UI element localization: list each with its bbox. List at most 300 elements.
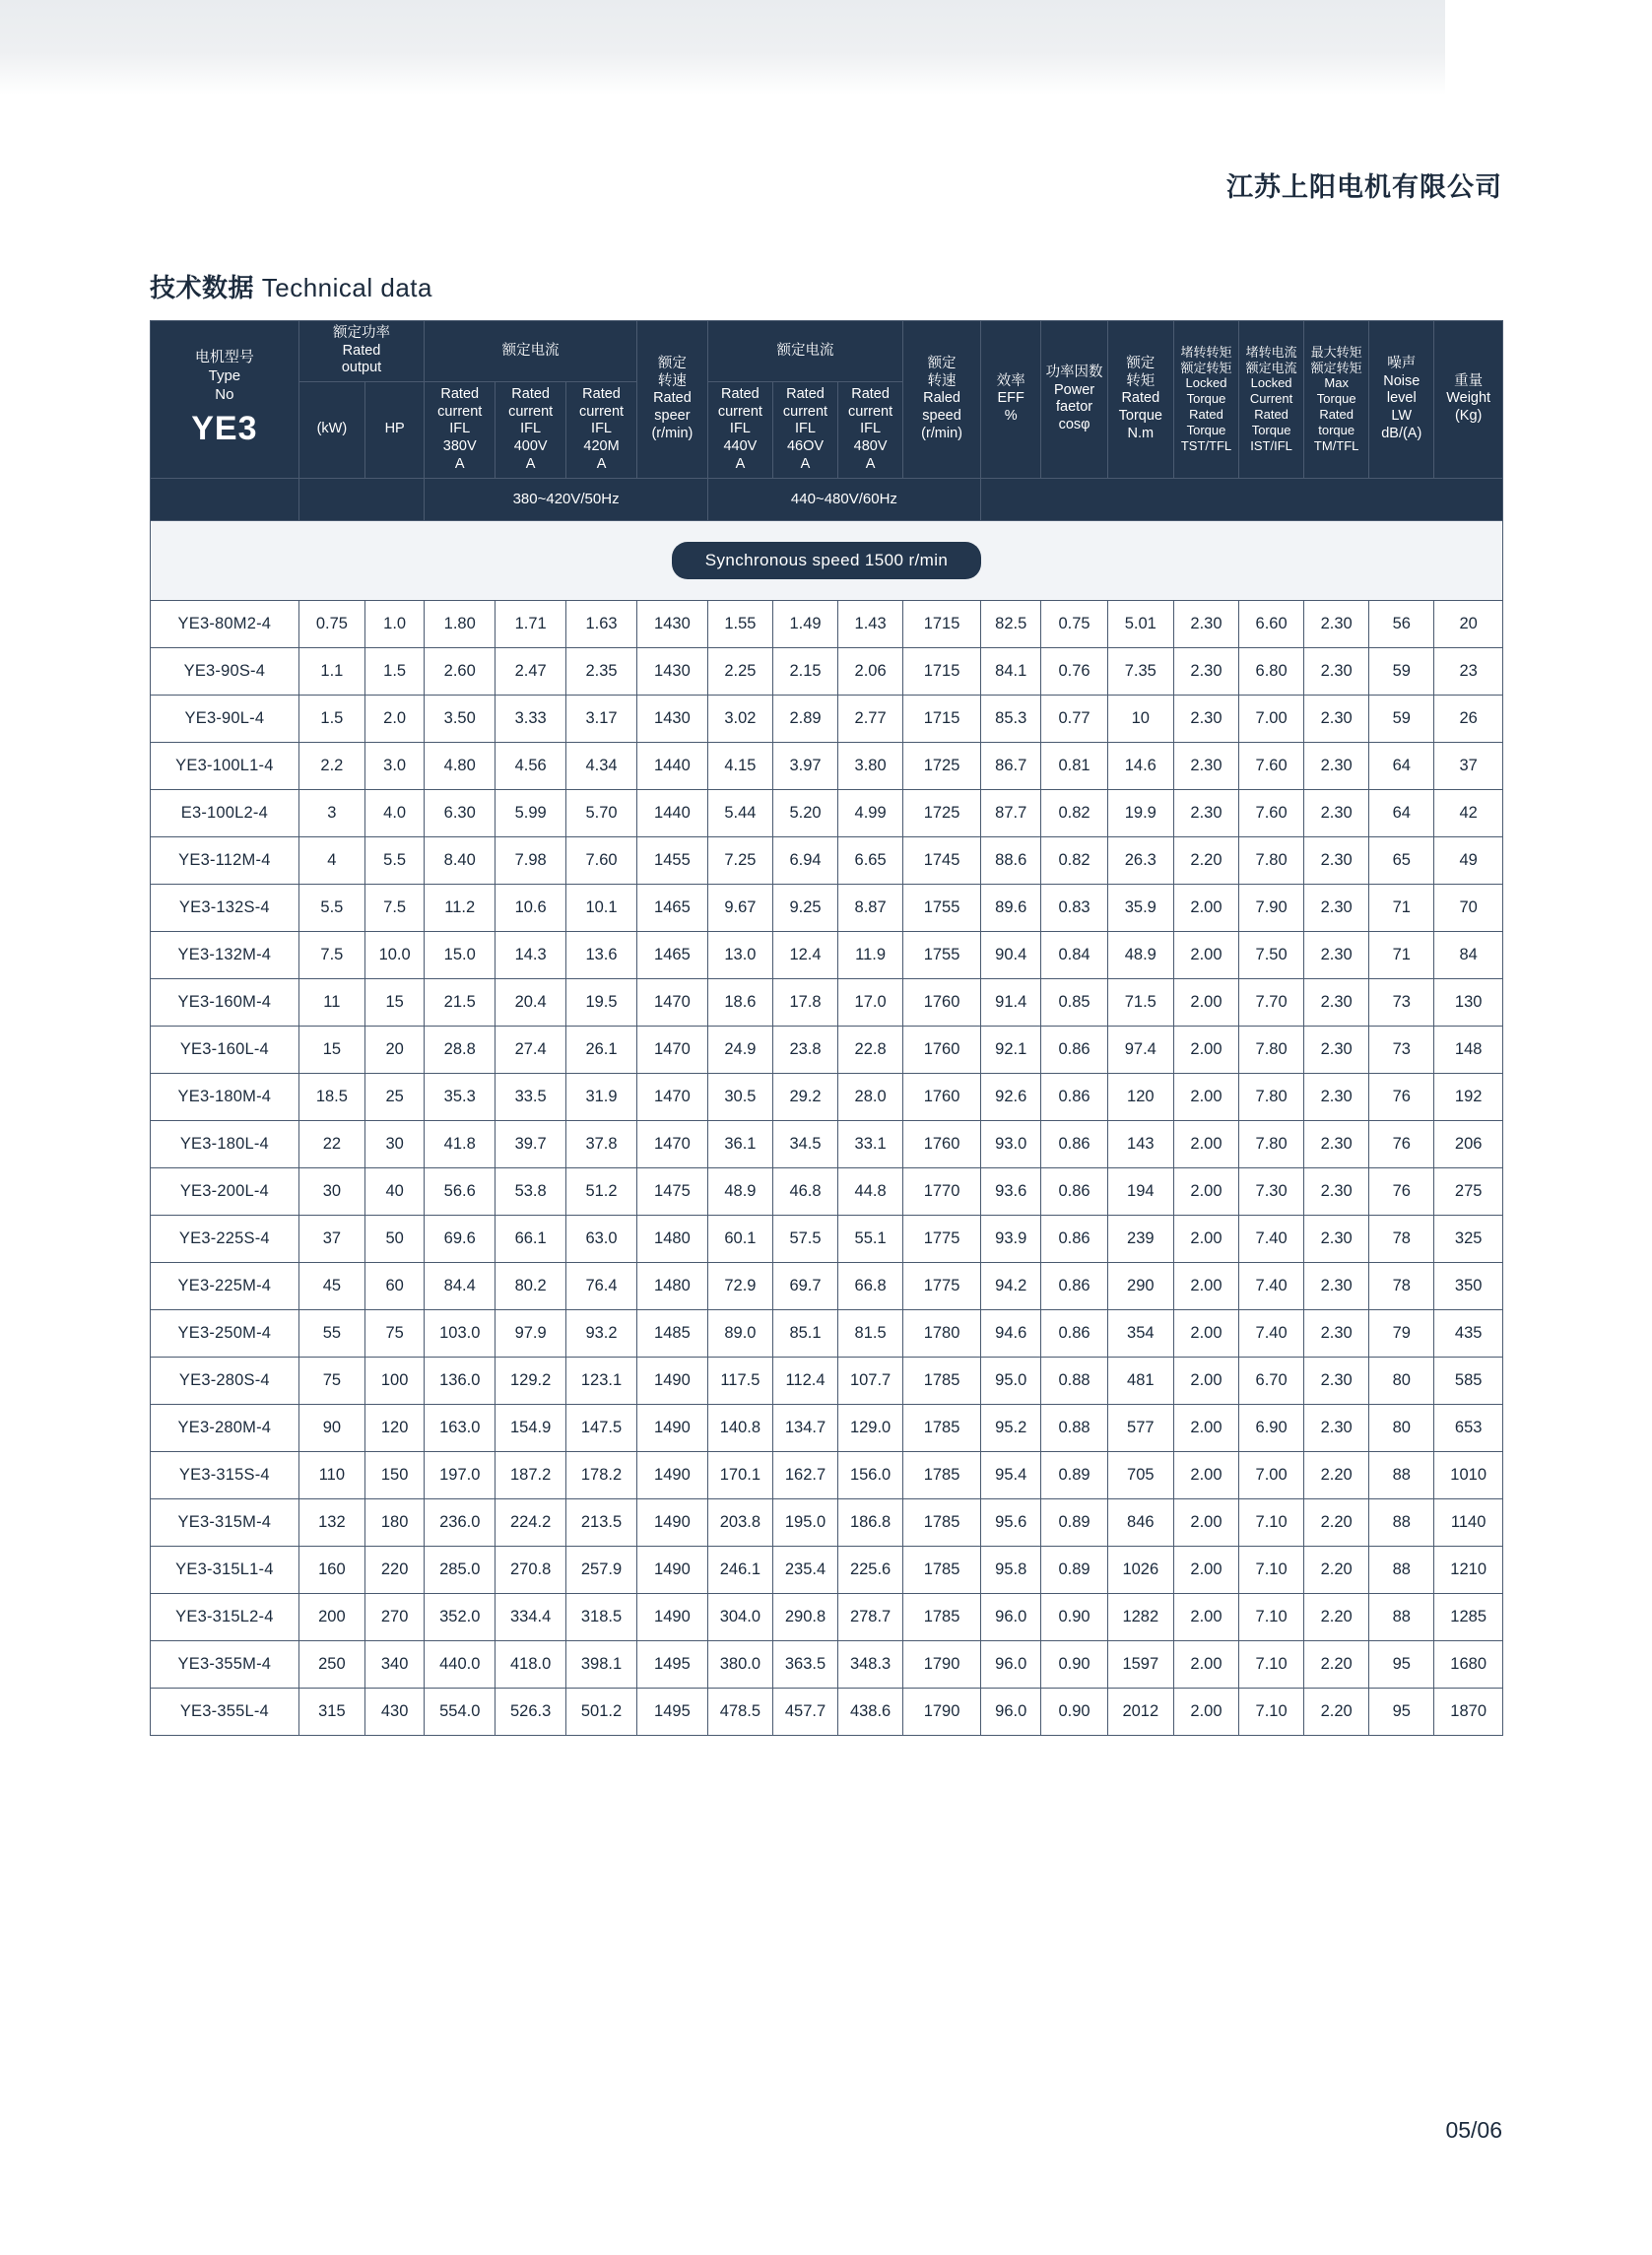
motor-type-cell: YE3-112M-4 bbox=[151, 836, 299, 884]
data-cell: 0.75 bbox=[1041, 600, 1107, 647]
header-eff-l2: EFF bbox=[997, 390, 1024, 407]
data-cell: 4.56 bbox=[496, 742, 566, 789]
data-cell: 76 bbox=[1369, 1120, 1434, 1167]
data-cell: 92.6 bbox=[980, 1073, 1040, 1120]
data-cell: 478.5 bbox=[707, 1688, 772, 1735]
header-c440-l1: Rated bbox=[721, 386, 760, 403]
data-cell: 96.0 bbox=[980, 1688, 1040, 1735]
data-cell: 120 bbox=[1107, 1073, 1173, 1120]
data-cell: 13.0 bbox=[707, 931, 772, 978]
data-cell: 653 bbox=[1434, 1404, 1503, 1451]
table-row bbox=[151, 1215, 1503, 1262]
data-cell: 129.2 bbox=[496, 1357, 566, 1404]
data-cell: 577 bbox=[1107, 1404, 1173, 1451]
data-cell: 5.20 bbox=[772, 789, 837, 836]
data-cell: 45 bbox=[298, 1262, 364, 1309]
data-cell: 57.5 bbox=[772, 1215, 837, 1262]
spec-table-body bbox=[151, 600, 1503, 1735]
motor-type-cell: YE3-160L-4 bbox=[151, 1026, 299, 1073]
header-speed1-l1: 额定 bbox=[657, 356, 687, 372]
data-cell: 2.30 bbox=[1304, 931, 1369, 978]
header-c400-l5: A bbox=[525, 455, 536, 472]
data-cell: 0.89 bbox=[1041, 1451, 1107, 1498]
data-cell: 15 bbox=[298, 1026, 364, 1073]
data-cell: 1490 bbox=[636, 1593, 707, 1640]
data-cell: 2.30 bbox=[1304, 836, 1369, 884]
page-title bbox=[150, 268, 432, 304]
data-cell: 5.01 bbox=[1107, 600, 1173, 647]
voltage-60hz-cell: 440~480V/60Hz bbox=[707, 478, 980, 520]
data-cell: 3.97 bbox=[772, 742, 837, 789]
data-cell: 1790 bbox=[903, 1688, 981, 1735]
data-cell: 14.6 bbox=[1107, 742, 1173, 789]
data-cell: 90.4 bbox=[980, 931, 1040, 978]
header-torque-l4: Torque bbox=[1118, 408, 1162, 425]
header-c440-l3: IFL bbox=[729, 421, 751, 437]
data-cell: 117.5 bbox=[707, 1357, 772, 1404]
data-cell: 41.8 bbox=[425, 1120, 496, 1167]
data-cell: 2.15 bbox=[772, 647, 837, 695]
data-cell: 1490 bbox=[636, 1451, 707, 1498]
data-cell: 2.30 bbox=[1173, 647, 1238, 695]
header-noise-l3: level bbox=[1386, 390, 1417, 407]
data-cell: 147.5 bbox=[566, 1404, 637, 1451]
data-cell: 66.8 bbox=[838, 1262, 903, 1309]
data-cell: 162.7 bbox=[772, 1451, 837, 1498]
data-cell: 150 bbox=[365, 1451, 425, 1498]
header-c480-l3: IFL bbox=[860, 421, 882, 437]
header-current-440v bbox=[707, 382, 772, 478]
data-cell: 44.8 bbox=[838, 1167, 903, 1215]
data-cell: 1430 bbox=[636, 647, 707, 695]
data-cell: 88 bbox=[1369, 1451, 1434, 1498]
data-cell: 2.25 bbox=[707, 647, 772, 695]
data-cell: 95.6 bbox=[980, 1498, 1040, 1546]
data-cell: 340 bbox=[365, 1640, 425, 1688]
data-cell: 3.0 bbox=[365, 742, 425, 789]
header-rated-current-group-50hz bbox=[425, 321, 637, 382]
data-cell: 1760 bbox=[903, 1073, 981, 1120]
header-rated-current-group-60hz bbox=[707, 321, 902, 382]
data-cell: 15.0 bbox=[425, 931, 496, 978]
data-cell: 6.90 bbox=[1239, 1404, 1304, 1451]
table-row bbox=[151, 1593, 1503, 1640]
data-cell: 96.0 bbox=[980, 1640, 1040, 1688]
data-cell: 275 bbox=[1434, 1167, 1503, 1215]
header-mt-l6: torque bbox=[1318, 423, 1355, 438]
data-cell: 60.1 bbox=[707, 1215, 772, 1262]
data-cell: 75 bbox=[298, 1357, 364, 1404]
table-row bbox=[151, 789, 1503, 836]
data-cell: 93.2 bbox=[566, 1309, 637, 1357]
header-c400-l4: 400V bbox=[513, 438, 548, 455]
motor-type-cell: YE3-225M-4 bbox=[151, 1262, 299, 1309]
data-cell: 1465 bbox=[636, 931, 707, 978]
data-cell: 1775 bbox=[903, 1215, 981, 1262]
data-cell: 156.0 bbox=[838, 1451, 903, 1498]
header-weight bbox=[1434, 321, 1503, 479]
data-cell: 71 bbox=[1369, 884, 1434, 931]
header-brand-ye3: YE3 bbox=[191, 409, 258, 447]
data-cell: 70 bbox=[1434, 884, 1503, 931]
header-locked-current bbox=[1239, 321, 1304, 479]
header-current-460v bbox=[772, 382, 837, 478]
data-cell: 34.5 bbox=[772, 1120, 837, 1167]
data-cell: 78 bbox=[1369, 1262, 1434, 1309]
data-cell: 194 bbox=[1107, 1167, 1173, 1215]
table-row bbox=[151, 1120, 1503, 1167]
data-cell: 1430 bbox=[636, 695, 707, 742]
header-kw-label: (kW) bbox=[316, 421, 348, 437]
data-cell: 2.00 bbox=[1173, 1120, 1238, 1167]
data-cell: 1755 bbox=[903, 931, 981, 978]
data-cell: 7.60 bbox=[1239, 789, 1304, 836]
data-cell: 2.00 bbox=[1173, 1593, 1238, 1640]
data-cell: 100 bbox=[365, 1357, 425, 1404]
data-cell: 25 bbox=[365, 1073, 425, 1120]
header-speed1-l3: Rated bbox=[653, 390, 692, 407]
header-type-en1: Type bbox=[208, 367, 241, 385]
data-cell: 84.1 bbox=[980, 647, 1040, 695]
header-torque-l2: 转矩 bbox=[1126, 372, 1156, 389]
data-cell: 2.20 bbox=[1304, 1498, 1369, 1546]
data-cell: 154.9 bbox=[496, 1404, 566, 1451]
data-cell: 1597 bbox=[1107, 1640, 1173, 1688]
data-cell: 2.06 bbox=[838, 647, 903, 695]
data-cell: 3.02 bbox=[707, 695, 772, 742]
data-cell: 1490 bbox=[636, 1498, 707, 1546]
table-row bbox=[151, 742, 1503, 789]
data-cell: 53.8 bbox=[496, 1167, 566, 1215]
data-cell: 0.86 bbox=[1041, 1309, 1107, 1357]
table-row bbox=[151, 600, 1503, 647]
table-row bbox=[151, 1357, 1503, 1404]
header-c420-l5: A bbox=[596, 455, 607, 472]
data-cell: 2.00 bbox=[1173, 1404, 1238, 1451]
data-cell: 7.30 bbox=[1239, 1167, 1304, 1215]
data-cell: 30 bbox=[298, 1167, 364, 1215]
data-cell: 97.9 bbox=[496, 1309, 566, 1357]
data-cell: 55 bbox=[298, 1309, 364, 1357]
data-cell: 0.89 bbox=[1041, 1498, 1107, 1546]
data-cell: 136.0 bbox=[425, 1357, 496, 1404]
header-pf-l4: cosφ bbox=[1058, 416, 1090, 432]
header-rated-output-en1: Rated bbox=[342, 342, 381, 359]
data-cell: 290 bbox=[1107, 1262, 1173, 1309]
data-cell: 1026 bbox=[1107, 1546, 1173, 1593]
data-cell: 2.77 bbox=[838, 695, 903, 742]
spec-table-wrapper bbox=[150, 320, 1503, 1736]
data-cell: 7.98 bbox=[496, 836, 566, 884]
data-cell: 2.30 bbox=[1304, 1073, 1369, 1120]
data-cell: 8.40 bbox=[425, 836, 496, 884]
header-speed2-l3: Raled bbox=[923, 390, 960, 407]
data-cell: 1470 bbox=[636, 978, 707, 1026]
data-cell: 1785 bbox=[903, 1593, 981, 1640]
data-cell: 20 bbox=[1434, 600, 1503, 647]
header-mt-l4: Torque bbox=[1316, 391, 1356, 407]
header-noise-l5: dB/(A) bbox=[1381, 425, 1422, 441]
data-cell: 430 bbox=[365, 1688, 425, 1735]
data-cell: 2.30 bbox=[1173, 742, 1238, 789]
data-cell: 1.63 bbox=[566, 600, 637, 647]
motor-type-cell: E3-100L2-4 bbox=[151, 789, 299, 836]
data-cell: 27.4 bbox=[496, 1026, 566, 1073]
data-cell: 1.55 bbox=[707, 600, 772, 647]
data-cell: 11.9 bbox=[838, 931, 903, 978]
data-cell: 20 bbox=[365, 1026, 425, 1073]
data-cell: 170.1 bbox=[707, 1451, 772, 1498]
data-cell: 2.00 bbox=[1173, 1546, 1238, 1593]
header-speed2-l4: speed bbox=[922, 408, 961, 425]
data-cell: 1.5 bbox=[365, 647, 425, 695]
header-c480-l1: Rated bbox=[851, 386, 890, 403]
data-cell: 1725 bbox=[903, 789, 981, 836]
header-type-cell bbox=[151, 321, 299, 479]
data-cell: 2.00 bbox=[1173, 1215, 1238, 1262]
data-cell: 95.8 bbox=[980, 1546, 1040, 1593]
header-noise-l1: 噪声 bbox=[1387, 356, 1417, 372]
data-cell: 93.9 bbox=[980, 1215, 1040, 1262]
data-cell: 285.0 bbox=[425, 1546, 496, 1593]
header-c400-l1: Rated bbox=[511, 386, 550, 403]
data-cell: 2.30 bbox=[1304, 978, 1369, 1026]
data-cell: 93.0 bbox=[980, 1120, 1040, 1167]
data-cell: 1725 bbox=[903, 742, 981, 789]
data-cell: 5.99 bbox=[496, 789, 566, 836]
header-max-torque bbox=[1304, 321, 1369, 479]
header-c380-l5: A bbox=[454, 455, 465, 472]
header-mt-l3: Max bbox=[1324, 375, 1349, 391]
data-cell: 1440 bbox=[636, 789, 707, 836]
data-cell: 325 bbox=[1434, 1215, 1503, 1262]
data-cell: 526.3 bbox=[496, 1688, 566, 1735]
data-cell: 75 bbox=[365, 1309, 425, 1357]
data-cell: 7.00 bbox=[1239, 695, 1304, 742]
data-cell: 17.8 bbox=[772, 978, 837, 1026]
data-cell: 95.4 bbox=[980, 1451, 1040, 1498]
sync-speed-band-cell bbox=[151, 520, 1503, 600]
data-cell: 73 bbox=[1369, 978, 1434, 1026]
data-cell: 76 bbox=[1369, 1073, 1434, 1120]
data-cell: 348.3 bbox=[838, 1640, 903, 1688]
data-cell: 7.5 bbox=[365, 884, 425, 931]
data-cell: 48.9 bbox=[1107, 931, 1173, 978]
header-lc-l5: Rated bbox=[1254, 407, 1289, 423]
data-cell: 46.8 bbox=[772, 1167, 837, 1215]
data-cell: 33.5 bbox=[496, 1073, 566, 1120]
header-c460-l4: 46OV bbox=[786, 438, 825, 455]
data-cell: 2.30 bbox=[1304, 1404, 1369, 1451]
data-cell: 3.33 bbox=[496, 695, 566, 742]
data-cell: 40 bbox=[365, 1167, 425, 1215]
header-noise bbox=[1369, 321, 1434, 479]
data-cell: 86.7 bbox=[980, 742, 1040, 789]
header-efficiency bbox=[980, 321, 1040, 479]
header-c380-l2: current bbox=[437, 403, 483, 420]
data-cell: 81.5 bbox=[838, 1309, 903, 1357]
voltage-blank-left bbox=[151, 478, 299, 520]
motor-type-cell: YE3-132S-4 bbox=[151, 884, 299, 931]
header-rated-speed-50hz bbox=[636, 321, 707, 479]
data-cell: 481 bbox=[1107, 1357, 1173, 1404]
data-cell: 97.4 bbox=[1107, 1026, 1173, 1073]
data-cell: 15 bbox=[365, 978, 425, 1026]
header-c380-l4: 380V bbox=[442, 438, 477, 455]
data-cell: 7.60 bbox=[566, 836, 637, 884]
data-cell: 19.5 bbox=[566, 978, 637, 1026]
data-cell: 84 bbox=[1434, 931, 1503, 978]
data-cell: 94.2 bbox=[980, 1262, 1040, 1309]
header-weight-l3: (Kg) bbox=[1454, 408, 1483, 425]
data-cell: 318.5 bbox=[566, 1593, 637, 1640]
data-cell: 435 bbox=[1434, 1309, 1503, 1357]
data-cell: 28.0 bbox=[838, 1073, 903, 1120]
data-cell: 2.60 bbox=[425, 647, 496, 695]
header-speed1-l4: speer bbox=[654, 408, 691, 425]
motor-type-cell: YE3-315L1-4 bbox=[151, 1546, 299, 1593]
data-cell: 257.9 bbox=[566, 1546, 637, 1593]
header-hp bbox=[365, 382, 425, 478]
data-cell: 0.77 bbox=[1041, 695, 1107, 742]
motor-type-cell: YE3-315L2-4 bbox=[151, 1593, 299, 1640]
data-cell: 26.3 bbox=[1107, 836, 1173, 884]
data-cell: 88.6 bbox=[980, 836, 1040, 884]
data-cell: 50 bbox=[365, 1215, 425, 1262]
data-cell: 2.00 bbox=[1173, 1357, 1238, 1404]
data-cell: 20.4 bbox=[496, 978, 566, 1026]
voltage-50hz-cell: 380~420V/50Hz bbox=[425, 478, 708, 520]
page-title-en: Technical data bbox=[261, 273, 432, 302]
data-cell: 22.8 bbox=[838, 1026, 903, 1073]
top-gradient-band bbox=[0, 0, 1652, 95]
data-cell: 2.20 bbox=[1304, 1640, 1369, 1688]
data-cell: 13.6 bbox=[566, 931, 637, 978]
motor-type-cell: YE3-200L-4 bbox=[151, 1167, 299, 1215]
data-cell: 2.30 bbox=[1304, 1262, 1369, 1309]
data-cell: 0.76 bbox=[1041, 647, 1107, 695]
data-cell: 1760 bbox=[903, 978, 981, 1026]
data-cell: 2.89 bbox=[772, 695, 837, 742]
data-cell: 1785 bbox=[903, 1498, 981, 1546]
data-cell: 7.10 bbox=[1239, 1688, 1304, 1735]
data-cell: 1715 bbox=[903, 647, 981, 695]
data-cell: 2.20 bbox=[1304, 1593, 1369, 1640]
data-cell: 10.0 bbox=[365, 931, 425, 978]
motor-type-cell: YE3-90L-4 bbox=[151, 695, 299, 742]
motor-type-cell: YE3-355M-4 bbox=[151, 1640, 299, 1688]
data-cell: 180 bbox=[365, 1498, 425, 1546]
data-cell: 2.20 bbox=[1304, 1451, 1369, 1498]
motor-type-cell: YE3-90S-4 bbox=[151, 647, 299, 695]
header-torque-l1: 额定 bbox=[1126, 356, 1156, 372]
data-cell: 148 bbox=[1434, 1026, 1503, 1073]
sync-speed-band-row bbox=[151, 520, 1503, 600]
data-cell: 220 bbox=[365, 1546, 425, 1593]
header-rated-output-cell bbox=[298, 321, 425, 382]
data-cell: 2.30 bbox=[1304, 884, 1369, 931]
data-cell: 178.2 bbox=[566, 1451, 637, 1498]
header-speed2-l5: (r/min) bbox=[921, 425, 962, 441]
data-cell: 79 bbox=[1369, 1309, 1434, 1357]
data-cell: 5.5 bbox=[298, 884, 364, 931]
motor-type-cell: YE3-355L-4 bbox=[151, 1688, 299, 1735]
data-cell: 2.0 bbox=[365, 695, 425, 742]
data-cell: 7.80 bbox=[1239, 1026, 1304, 1073]
data-cell: 96.0 bbox=[980, 1593, 1040, 1640]
data-cell: 195.0 bbox=[772, 1498, 837, 1546]
header-mt-l2: 额定转矩 bbox=[1310, 360, 1362, 375]
data-cell: 0.86 bbox=[1041, 1073, 1107, 1120]
data-cell: 95.0 bbox=[980, 1357, 1040, 1404]
data-cell: 91.4 bbox=[980, 978, 1040, 1026]
data-cell: 1480 bbox=[636, 1262, 707, 1309]
data-cell: 2.30 bbox=[1304, 1026, 1369, 1073]
header-weight-l1: 重量 bbox=[1454, 372, 1484, 389]
data-cell: 0.86 bbox=[1041, 1262, 1107, 1309]
data-cell: 90 bbox=[298, 1404, 364, 1451]
data-cell: 92.1 bbox=[980, 1026, 1040, 1073]
data-cell: 35.9 bbox=[1107, 884, 1173, 931]
data-cell: 7.35 bbox=[1107, 647, 1173, 695]
header-speed1-l2: 转速 bbox=[657, 372, 687, 389]
data-cell: 56.6 bbox=[425, 1167, 496, 1215]
data-cell: 2.20 bbox=[1173, 836, 1238, 884]
data-cell: 2.00 bbox=[1173, 1688, 1238, 1735]
data-cell: 4.34 bbox=[566, 742, 637, 789]
header-lt-l1: 堵转转矩 bbox=[1180, 344, 1232, 360]
data-cell: 1780 bbox=[903, 1309, 981, 1357]
header-current-380v bbox=[425, 382, 496, 478]
data-cell: 1.1 bbox=[298, 647, 364, 695]
data-cell: 85.1 bbox=[772, 1309, 837, 1357]
data-cell: 163.0 bbox=[425, 1404, 496, 1451]
data-cell: 1.0 bbox=[365, 600, 425, 647]
data-cell: 65 bbox=[1369, 836, 1434, 884]
header-mt-l7: TM/TFL bbox=[1313, 437, 1359, 453]
motor-type-cell: YE3-225S-4 bbox=[151, 1215, 299, 1262]
data-cell: 26.1 bbox=[566, 1026, 637, 1073]
data-cell: 2.30 bbox=[1173, 695, 1238, 742]
header-c400-l3: IFL bbox=[520, 421, 542, 437]
data-cell: 55.1 bbox=[838, 1215, 903, 1262]
data-cell: 6.65 bbox=[838, 836, 903, 884]
table-row bbox=[151, 931, 1503, 978]
data-cell: 1430 bbox=[636, 600, 707, 647]
data-cell: 10.1 bbox=[566, 884, 637, 931]
data-cell: 31.9 bbox=[566, 1073, 637, 1120]
header-c420-l4: 420M bbox=[583, 438, 620, 455]
data-cell: 3.80 bbox=[838, 742, 903, 789]
data-cell: 1010 bbox=[1434, 1451, 1503, 1498]
data-cell: 1490 bbox=[636, 1546, 707, 1593]
sync-speed-pill: Synchronous speed 1500 r/min bbox=[672, 542, 982, 579]
table-row bbox=[151, 1309, 1503, 1357]
header-lt-l6: Torque bbox=[1186, 423, 1226, 438]
data-cell: 9.25 bbox=[772, 884, 837, 931]
data-cell: 2012 bbox=[1107, 1688, 1173, 1735]
data-cell: 1480 bbox=[636, 1215, 707, 1262]
header-mt-l5: Rated bbox=[1319, 407, 1355, 423]
data-cell: 7.10 bbox=[1239, 1546, 1304, 1593]
data-cell: 7.80 bbox=[1239, 1120, 1304, 1167]
data-cell: 2.30 bbox=[1304, 647, 1369, 695]
data-cell: 107.7 bbox=[838, 1357, 903, 1404]
data-cell: 37.8 bbox=[566, 1120, 637, 1167]
header-lt-l2: 额定转矩 bbox=[1180, 360, 1232, 375]
data-cell: 5.44 bbox=[707, 789, 772, 836]
header-rated-current-cn-2: 额定电流 bbox=[776, 342, 834, 359]
